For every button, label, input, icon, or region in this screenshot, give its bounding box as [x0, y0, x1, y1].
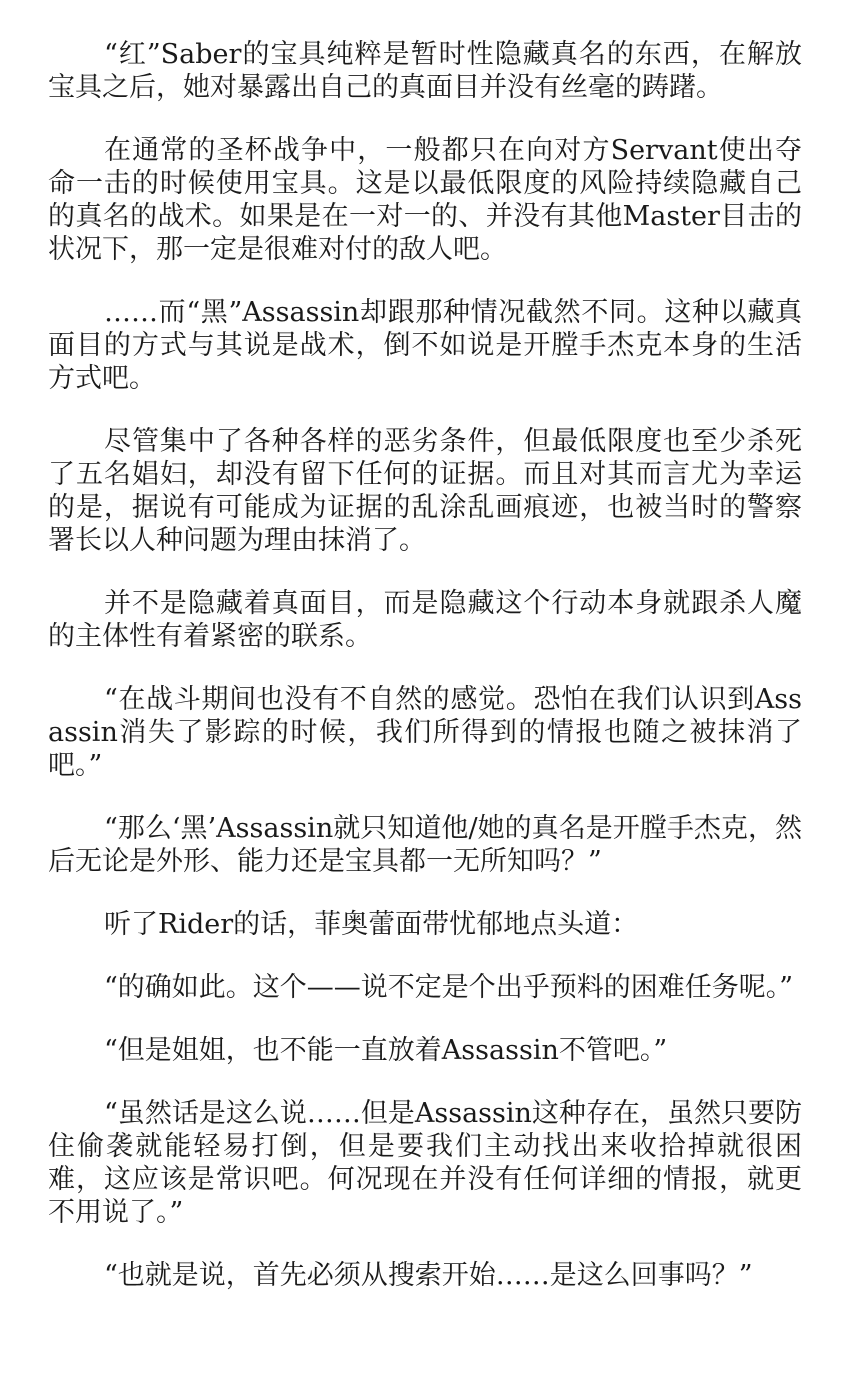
- paragraph: “但是姐姐，也不能一直放着Assassin不管吧。”: [104, 1035, 668, 1066]
- paragraph: 在通常的圣杯战争中，一般都只在向对方Servant使出夺命一击的时候使用宝具。这是以最低限度的风险持续隐藏自己的真名的战术。如果是在一对一的、并没有其他Master目击的状况下，那一定是很难对付的敌人吧。: [48, 135, 802, 265]
- paragraph: “也就是说，首先必须从搜索开始……是这么回事吗？”: [104, 1260, 753, 1291]
- paragraph: 并不是隐藏着真面目，而是隐藏这个行动本身就跟杀人魔的主体性有着紧密的联系。: [48, 588, 802, 652]
- paragraph: “虽然话是这么说……但是Assassin这种存在，虽然只要防住偷袭就能轻易打倒，但是要我们主动找出来收拾掉就很困难，这应该是常识吧。何况现在并没有任何详细的情报，就更不用说了。”: [48, 1098, 802, 1228]
- paragraph: ……而“黑”Assassin却跟那种情况截然不同。这种以藏真面目的方式与其说是战术，倒不如说是开膛手杰克本身的生活方式吧。: [48, 297, 802, 394]
- paragraph: “那么‘黑’Assassin就只知道他/她的真名是开膛手杰克，然后无论是外形、能力还是宝具都一无所知吗？”: [48, 813, 802, 877]
- paragraph: “红”Saber的宝具纯粹是暂时性隐藏真名的东西，在解放宝具之后，她对暴露出自己的真面目并没有丝毫的踌躇。: [48, 39, 802, 103]
- paragraph: “的确如此。这个——说不定是个出乎预料的困难任务呢。”: [104, 972, 794, 1003]
- paragraph: 尽管集中了各种各样的恶劣条件，但最低限度也至少杀死了五名娼妇，却没有留下任何的证据。而且对其而言尤为幸运的是，据说有可能成为证据的乱涂乱画痕迹，也被当时的警察署长以人种问题为理由抹消了。: [48, 426, 802, 556]
- paragraph: “在战斗期间也没有不自然的感觉。恐怕在我们认识到Assassin消失了影踪的时候，我们所得到的情报也随之被抹消了吧。”: [48, 684, 802, 781]
- paragraph: 听了Rider的话，菲奥蕾面带忧郁地点头道：: [104, 909, 639, 940]
